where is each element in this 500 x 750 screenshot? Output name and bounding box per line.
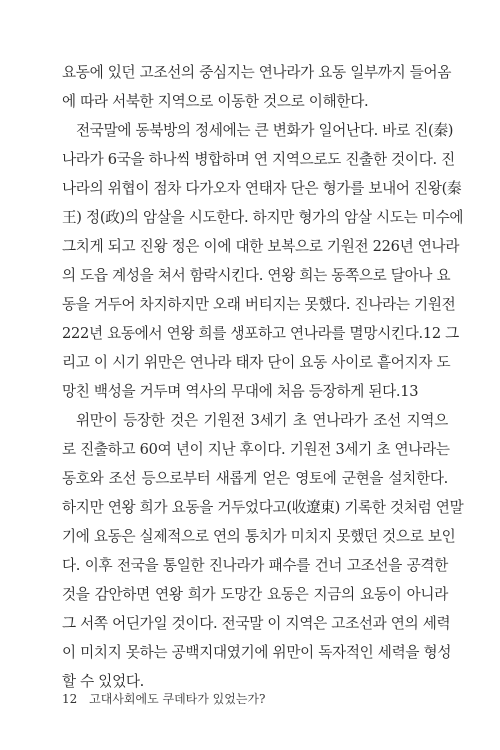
paragraph-1: [62, 58, 452, 116]
text-line: 리고 이 시기 위만은 연나라 태자 단이 요동 사이로 흩어지자 도: [62, 354, 451, 371]
text-line: 것을 감안하면 연왕 희가 도망간 요동은 지금의 요동이 아니라: [62, 586, 448, 603]
text-line: 동호와 조선 등으로부터 새롭게 얻은 영토에 군현을 설치한다.: [62, 470, 448, 487]
paragraph-3: [62, 406, 464, 696]
text-line: 그 서쪽 어딘가일 것이다. 전국말 이 지역은 고조선과 연의 세력: [62, 615, 451, 632]
text-line: 위만이 등장한 것은 기원전 3세기 초 연나라가 조선 지역으: [76, 412, 448, 429]
text-line: 의 도읍 계성을 쳐서 함락시킨다. 연왕 희는 동쪽으로 달아나 요: [62, 267, 451, 284]
text-line: 이 미치지 못하는 공백지대였기에 위만이 독자적인 세력을 형성: [62, 644, 452, 661]
text-line: 동을 거두어 차지하지만 오래 버티지는 못했다. 진나라는 기원전: [62, 296, 456, 313]
text-line: 하지만 연왕 희가 요동을 거두었다고(收遼東) 기록한 것처럼 연말: [62, 499, 464, 516]
text-line: 망친 백성을 거두며 역사의 무대에 처음 등장하게 된다.13: [62, 383, 419, 400]
text-line: 王) 정(政)의 암살을 시도한다. 하지만 형가의 암살 시도는 미수에: [62, 209, 464, 226]
paragraph-2: [62, 116, 464, 406]
text-line: 그치게 되고 진왕 정은 이에 대한 보복으로 기원전 226년 연나라: [62, 238, 460, 255]
text-line: 에 따라 서북한 지역으로 이동한 것으로 이해한다.: [62, 93, 369, 110]
page-footer: [62, 690, 265, 707]
text-line: 로 진출하고 60여 년이 지난 후이다. 기원전 3세기 초 연나라는: [62, 441, 450, 458]
text-line: 222년 요동에서 연왕 희를 생포하고 연나라를 멸망시킨다.12 그: [62, 325, 459, 342]
text-line: 다. 이후 전국을 통일한 진나라가 패수를 건너 고조선을 공격한: [62, 557, 448, 574]
text-line: 전국말에 동북방의 정세에는 큰 변화가 일어난다. 바로 진(秦): [76, 122, 454, 139]
text-line: 나라의 위협이 점차 다가오자 연태자 단은 형가를 보내어 진왕(秦: [62, 180, 462, 197]
text-line: 나라가 6국을 하나씩 병합하며 연 지역으로도 진출한 것이다. 진: [62, 151, 455, 168]
text-line: 요동에 있던 고조선의 중심지는 연나라가 요동 일부까지 들어옴: [62, 64, 452, 81]
text-line: 할 수 있었다.: [62, 673, 145, 690]
page-number: 12: [62, 692, 78, 706]
text-line: 기에 요동은 실제적으로 연의 통치가 미치지 못했던 것으로 보인: [62, 528, 456, 545]
running-title: 고대사회에도 쿠데타가 있었는가?: [89, 692, 266, 706]
